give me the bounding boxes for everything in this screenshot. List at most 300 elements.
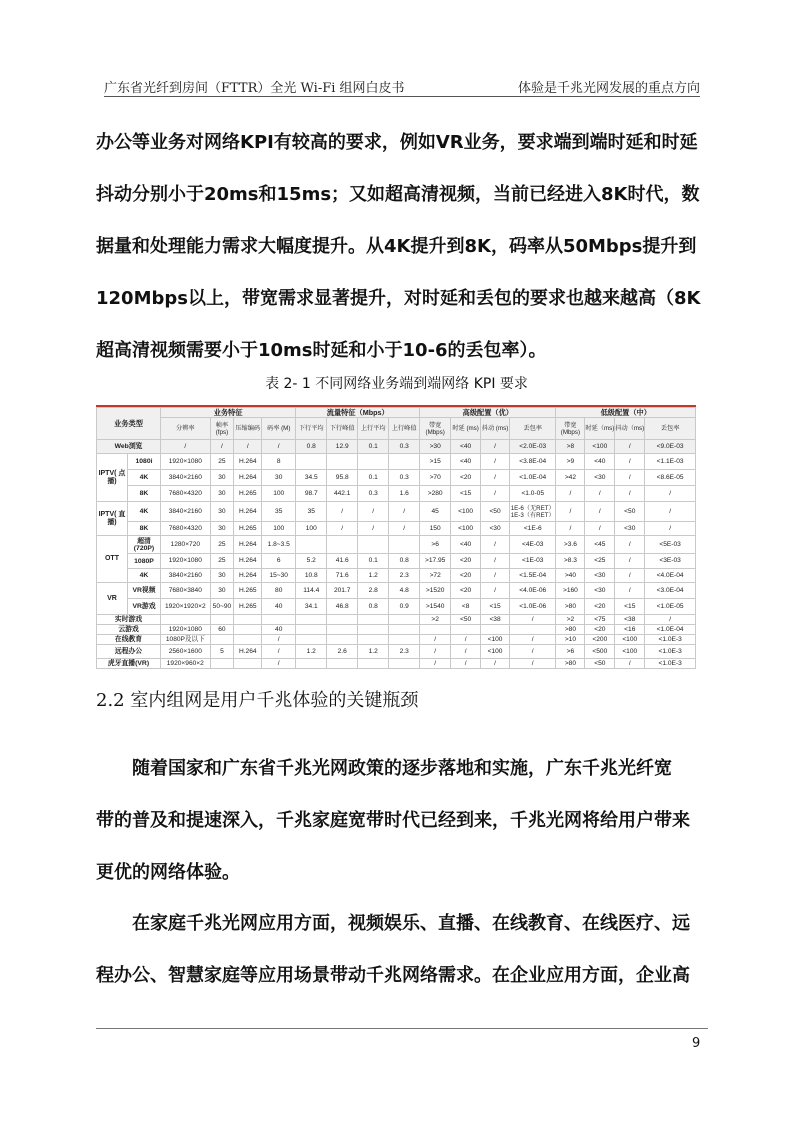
table-cell: 45 [420,502,451,522]
row-name: 云游戏 [97,625,161,635]
table-cell: / [161,440,211,454]
table-cell: 2.8 [358,583,389,599]
table-cell: 25 [210,454,234,470]
table-cell: <1.5E-04 [509,569,555,583]
table-row [97,583,696,599]
table-cell: >2 [556,615,585,625]
paragraph-line: 随着国家和广东省千兆光网政策的逐步落地和实施，广东千兆光纤宽 [96,758,672,779]
table-row [97,522,696,536]
table-cell: H.264 [234,569,262,583]
table-cell: <1.0E-04 [509,470,555,486]
table-cell: 25 [210,554,234,569]
subheader-cell: 分辨率 [161,418,211,440]
table-cell [327,615,358,625]
table-cell: 0.9 [389,599,420,615]
subheader-cell: 上行峰值 [389,418,420,440]
table-cell [389,454,420,470]
table-cell: / [420,635,451,645]
table-row [97,615,696,625]
table-cell: 0.8 [358,599,389,615]
table-cell: 12.9 [327,440,358,454]
row-name: 实时游戏 [97,615,161,625]
table-cell: / [481,470,510,486]
table-cell: 7680×3840 [161,583,211,599]
table-cell: H.265 [234,522,262,536]
table-cell: 100 [296,522,327,536]
table-cell: 50~90 [210,599,234,615]
table-cell: <100 [585,440,615,454]
table-cell: >15 [420,454,451,470]
table-cell: <25 [585,554,615,569]
table-cell: >8.3 [556,554,585,569]
table-cell [327,536,358,554]
subheader-cell: 抖动（ms) [615,418,645,440]
table-cell: / [481,569,510,583]
table-cell: <50 [481,502,510,522]
paragraph-line: 抖动分别小于20ms和15ms；又如超高清视频，当前已经进入8K时代，数 [96,184,700,205]
table-cell: 30 [210,486,234,502]
subheader-cell: 带宽 (Mbps) [556,418,585,440]
table-cell: H.265 [234,583,262,599]
subheader-cell: 帧率 (fps) [210,418,234,440]
table-cell: 98.7 [296,486,327,502]
subheader-cell: 上行平均 [358,418,389,440]
table-cell [358,454,389,470]
table-cell [420,625,451,635]
subheader-cell: 时延（ms) [585,418,615,440]
page-header [104,74,700,96]
table-cell: >42 [556,470,585,486]
table-cell: 0.1 [358,440,389,454]
table-cell: / [615,536,645,554]
table-cell: 1920×1080 [161,554,211,569]
table-cell: / [327,522,358,536]
table-cell: <1.0E-3 [645,635,696,645]
body-paragraph-1 [96,117,706,377]
table-cell [210,659,234,669]
table-cell: 71.6 [327,569,358,583]
table-cell: / [420,645,451,659]
table-cell: 100 [262,522,296,536]
table-cell: H.264 [234,554,262,569]
table-cell: 0.3 [389,470,420,486]
page-number: 9 [692,1036,701,1051]
row-name: VR游戏 [127,599,160,615]
table-cell: / [615,470,645,486]
table-cell: 40 [262,599,296,615]
row-group-iptv-live: IPTV( 直播) [97,502,128,536]
table-cell: / [645,502,696,522]
paragraph-line: 带的普及和提速深入，千兆家庭宽带时代已经到来，千兆光网将给用户带来 [96,810,690,831]
table-cell: 3840×2160 [161,502,211,522]
table-cell: H.264 [234,502,262,522]
table-cell: <1.0E-04 [645,625,696,635]
table-cell: 0.1 [358,554,389,569]
table-cell: <40 [451,454,481,470]
table-cell: / [585,522,615,536]
table-cell: <100 [481,635,510,645]
header-document-title: 广东省光纤到房间（FTTR）全光 Wi-Fi 组网白皮书 [104,81,405,96]
table-cell: 1.2 [358,569,389,583]
table-cell: / [481,554,510,569]
table-cell: <1.0E-06 [509,599,555,615]
subheader-cell: 丢包率 [645,418,696,440]
table-cell: 2.3 [389,569,420,583]
subheader-cell: 下行峰值 [327,418,358,440]
table-cell: 30 [210,522,234,536]
table-cell [327,454,358,470]
table-cell: H.264 [234,536,262,554]
table-cell: 1.6 [389,486,420,502]
paragraph-line: 程办公、智慧家庭等应用场景带动千兆网络需求。在企业应用方面，企业高 [96,965,690,986]
table-cell: / [645,522,696,536]
table-cell [358,615,389,625]
table-cell: / [556,502,585,522]
row-name: Web浏览 [97,440,161,454]
table-cell: <500 [585,645,615,659]
table-cell: / [585,502,615,522]
table-cell: <38 [615,615,645,625]
table-cell [358,536,389,554]
table-cell: <100 [451,522,481,536]
table-cell: / [389,522,420,536]
table-row [97,502,696,522]
table-cell: <2.0E-03 [509,440,555,454]
table-cell [358,635,389,645]
table-cell: 8 [262,454,296,470]
body-paragraph-3 [96,898,706,1002]
row-name: 在线教育 [97,635,161,645]
table-cell: >80 [556,625,585,635]
table-cell: >70 [420,470,451,486]
table-cell: / [509,635,555,645]
table-cell: / [509,615,555,625]
table-cell [389,615,420,625]
table-cell: >80 [556,599,585,615]
table-cell: <1.1E-03 [645,454,696,470]
table-cell [481,625,510,635]
table-cell: / [556,522,585,536]
footer-rule [96,1028,708,1029]
table-cell: 1E-6（无RET） 1E-3（有RET） [509,502,555,522]
table-cell: 30 [210,502,234,522]
table-row [97,440,696,454]
header-group-traffic: 流量特征（Mbps） [296,408,420,418]
table-cell [389,659,420,669]
kpi-table [96,407,696,669]
table-cell: / [585,486,615,502]
table-cell: 25 [210,536,234,554]
table-cell: / [615,554,645,569]
table-cell: <40 [451,536,481,554]
table-cell: / [262,440,296,454]
row-name: VR视频 [127,583,160,599]
table-cell: 30 [262,470,296,486]
table-cell: / [615,440,645,454]
table-cell [234,625,262,635]
table-cell: <1.0E-05 [645,599,696,615]
table-cell: / [481,536,510,554]
table-cell [296,625,327,635]
subheader-cell: 下行平均 [296,418,327,440]
row-name: 8K [127,486,160,502]
paragraph-line: 办公等业务对网络KPI有较高的要求，例如VR业务，要求端到端时延和时延 [96,132,698,153]
table-cell: / [262,659,296,669]
table-cell: <100 [615,635,645,645]
table-cell: / [645,486,696,502]
table-cell: / [481,583,510,599]
header-business-type: 业务类型 [97,408,161,440]
table-cell: / [262,635,296,645]
table-cell: / [615,583,645,599]
table-cell: / [451,645,481,659]
table-cell: >9 [556,454,585,470]
table-cell: <50 [615,502,645,522]
table-row [97,645,696,659]
table-cell: / [645,615,696,625]
table-cell: / [389,502,420,522]
table-cell [358,625,389,635]
table-cell: 1920×960×2 [161,659,211,669]
table-cell: <30 [615,522,645,536]
table-cell: <8 [451,599,481,615]
kpi-table-container [96,405,696,669]
row-name: 1080P [127,554,160,569]
table-cell: <100 [451,502,481,522]
table-cell [161,615,211,625]
table-cell: >6 [420,536,451,554]
table-cell: / [262,645,296,659]
table-cell: >8 [556,440,585,454]
table-cell: H.265 [234,599,262,615]
table-cell: 2.6 [327,645,358,659]
table-cell: 1.2 [358,645,389,659]
table-cell: <40 [451,440,481,454]
table-cell: <4E-03 [509,536,555,554]
row-name: 4K [127,502,160,522]
table-cell: 0.8 [389,554,420,569]
table-cell [327,659,358,669]
table-cell: H.265 [234,486,262,502]
table-cell: <15 [615,599,645,615]
table-cell: / [451,659,481,669]
section-heading: 2.2 室内组网是用户千兆体验的关键瓶颈 [96,690,419,711]
table-cell [262,615,296,625]
table-cell: 1920×1920×2 [161,599,211,615]
table-cell: / [451,635,481,645]
table-cell: / [615,454,645,470]
table-cell: >2 [420,615,451,625]
table-cell: <3.0E-04 [645,583,696,599]
header-group-high: 高级配置（优） [420,408,556,418]
row-name: 超清 (720P) [127,536,160,554]
table-cell: H.264 [234,470,262,486]
table-cell: 30 [210,583,234,599]
table-cell: <9.0E-03 [645,440,696,454]
table-cell: 0.8 [296,440,327,454]
table-cell [296,635,327,645]
row-group-vr: VR [97,583,128,615]
table-cell: <200 [585,635,615,645]
table-cell: <16 [615,625,645,635]
row-name: 8K [127,522,160,536]
table-row [97,486,696,502]
table-cell: >17.95 [420,554,451,569]
table-cell: 0.3 [358,486,389,502]
table-cell [389,635,420,645]
table-cell: H.264 [234,454,262,470]
table-cell: <100 [615,645,645,659]
table-cell [296,615,327,625]
table-cell: / [556,486,585,502]
table-cell: 30 [210,470,234,486]
table-cell: / [481,659,510,669]
table-cell: <3.8E-04 [509,454,555,470]
table-cell: 1920×1080 [161,454,211,470]
body-paragraph-2 [96,743,706,899]
table-cell: <20 [451,554,481,569]
row-name: 1080i [127,454,160,470]
table-cell: 0.1 [358,470,389,486]
table-cell: <15 [481,599,510,615]
table-row [97,569,696,583]
table-row [97,625,696,635]
table-cell: <20 [451,569,481,583]
paragraph-line: 更优的网络体验。 [96,862,240,883]
table-cell: <38 [481,615,510,625]
table-cell [296,454,327,470]
subheader-cell: 带宽 (Mbps) [420,418,451,440]
table-cell: 6 [262,554,296,569]
table-cell: <1E-6 [509,522,555,536]
table-cell: 95.8 [327,470,358,486]
table-cell: 100 [262,486,296,502]
table-cell: <50 [585,659,615,669]
table-cell: 7680×4320 [161,522,211,536]
subheader-cell: 码率 (M) [262,418,296,440]
table-cell: <4.0E-06 [509,583,555,599]
table-cell: / [481,486,510,502]
table-cell: 150 [420,522,451,536]
table-cell [234,635,262,645]
table-cell: <20 [585,625,615,635]
table-cell [451,625,481,635]
table-cell: <5E-03 [645,536,696,554]
table-cell: >6 [556,645,585,659]
table-cell: 10.8 [296,569,327,583]
table-cell: >80 [556,659,585,669]
table-cell: >72 [420,569,451,583]
paragraph-line: 120Mbps以上，带宽需求显著提升，对时延和丢包的要求也越来越高（8K [96,288,701,309]
paragraph-line: 据量和处理能力需求大幅度提升。从4K提升到8K，码率从50Mbps提升到 [96,236,697,257]
table-cell: 30 [210,569,234,583]
table-cell: <30 [585,569,615,583]
table-cell: 4.8 [389,583,420,599]
header-chapter-title: 体验是千兆光网发展的重点方向 [517,81,700,96]
row-name: 虎牙直播(VR) [97,659,161,669]
table-row [97,536,696,554]
table-cell: >10 [556,635,585,645]
table-cell: 80 [262,583,296,599]
table-row [97,470,696,486]
header-group-business: 业务特征 [161,408,296,418]
row-name: 远程办公 [97,645,161,659]
table-cell: 2.3 [389,645,420,659]
table-row [97,659,696,669]
table-caption: 表 2- 1 不同网络业务端到端网络 KPI 要求 [265,376,528,392]
table-cell: <20 [451,583,481,599]
table-header-row [97,408,696,418]
row-name: 4K [127,569,160,583]
table-cell: <20 [585,599,615,615]
table-cell: / [509,645,555,659]
table-cell: 1280×720 [161,536,211,554]
table-cell [234,615,262,625]
table-cell: 7680×4320 [161,486,211,502]
table-cell: >40 [556,569,585,583]
table-cell: <75 [585,615,615,625]
table-cell: >280 [420,486,451,502]
table-cell: <1.0-05 [509,486,555,502]
table-cell: <40 [585,454,615,470]
table-cell: <45 [585,536,615,554]
table-row [97,635,696,645]
table-cell: 40 [262,625,296,635]
table-cell: / [481,454,510,470]
subheader-cell: 压缩编码 [234,418,262,440]
table-cell [210,615,234,625]
table-cell [327,635,358,645]
table-cell [210,635,234,645]
subheader-cell: 时延 (ms) [451,418,481,440]
table-cell [389,625,420,635]
table-cell [234,659,262,669]
table-cell: 15~30 [262,569,296,583]
table-cell: 60 [210,625,234,635]
table-cell: / [358,522,389,536]
table-cell: 34.1 [296,599,327,615]
table-cell: <1.0E-3 [645,659,696,669]
table-cell: >1520 [420,583,451,599]
table-cell: 442.1 [327,486,358,502]
row-name: 4K [127,470,160,486]
table-cell: <8.6E-05 [645,470,696,486]
table-cell: / [234,440,262,454]
table-cell: 1080P及以下 [161,635,211,645]
table-cell: <30 [481,522,510,536]
table-cell: / [327,502,358,522]
table-cell: >160 [556,583,585,599]
table-cell: 41.6 [327,554,358,569]
table-cell: 46.8 [327,599,358,615]
table-cell: >3.6 [556,536,585,554]
table-cell: >1540 [420,599,451,615]
table-cell: >30 [420,440,451,454]
table-cell: 5 [210,645,234,659]
table-cell: <30 [585,583,615,599]
table-cell: <100 [481,645,510,659]
table-cell: <4.0E-04 [645,569,696,583]
table-cell: / [358,502,389,522]
subheader-cell: 丢包率 [509,418,555,440]
table-row [97,554,696,569]
table-cell [296,536,327,554]
table-cell: <1E-03 [509,554,555,569]
table-cell: 3840×2160 [161,470,211,486]
table-subheader-row [97,418,696,440]
table-cell: 2560×1600 [161,645,211,659]
table-cell: 5.2 [296,554,327,569]
